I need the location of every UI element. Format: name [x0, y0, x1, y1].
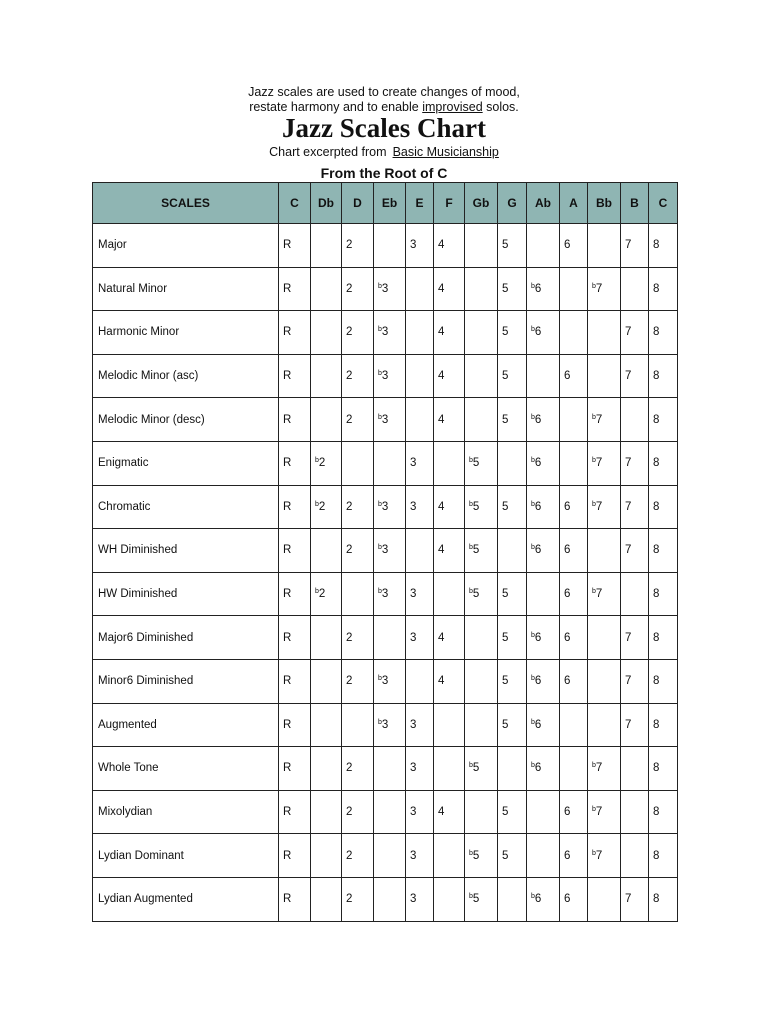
header-scales: SCALES	[93, 183, 279, 224]
degree-cell: 6	[560, 572, 588, 616]
scale-name: Chromatic	[93, 485, 279, 529]
degree-cell: 7	[621, 311, 649, 355]
degree-cell: 8	[649, 354, 678, 398]
degree-cell	[406, 267, 434, 311]
table-row	[93, 572, 678, 616]
degree-cell: R	[279, 441, 311, 485]
degree-cell	[465, 659, 498, 703]
degree-cell: 2	[342, 267, 374, 311]
degree-cell: $^b$7	[588, 834, 621, 878]
degree-cell	[588, 877, 621, 921]
degree-cell: 4	[434, 616, 465, 660]
degree-cell: 2	[342, 485, 374, 529]
degree-cell: R	[279, 747, 311, 791]
degree-cell	[311, 354, 342, 398]
degree-cell: 8	[649, 616, 678, 660]
degree-cell: $^b$5	[465, 877, 498, 921]
table-row	[93, 224, 678, 268]
degree-cell: $^b$6	[527, 311, 560, 355]
degree-cell	[311, 659, 342, 703]
source-link[interactable]: Basic Musicianship	[392, 145, 499, 159]
degree-cell: $^b$5	[465, 441, 498, 485]
degree-cell: R	[279, 398, 311, 442]
degree-cell: 4	[434, 267, 465, 311]
degree-cell: $^b$3	[374, 311, 406, 355]
subtitle-text: Chart excerpted from	[269, 145, 387, 159]
degree-cell: 5	[498, 790, 527, 834]
degree-cell	[406, 659, 434, 703]
degree-cell: 4	[434, 398, 465, 442]
degree-cell: R	[279, 790, 311, 834]
degree-cell: 2	[342, 354, 374, 398]
degree-cell: $^b$5	[465, 747, 498, 791]
degree-cell	[498, 747, 527, 791]
degree-cell: 8	[649, 877, 678, 921]
degree-cell: $^b$6	[527, 441, 560, 485]
degree-cell: $^b$5	[465, 529, 498, 573]
degree-cell: $^b$7	[588, 441, 621, 485]
degree-cell	[560, 267, 588, 311]
degree-cell: R	[279, 703, 311, 747]
degree-cell	[588, 354, 621, 398]
degree-cell: 2	[342, 659, 374, 703]
degree-cell: 7	[621, 224, 649, 268]
degree-cell	[621, 398, 649, 442]
degree-cell	[311, 529, 342, 573]
improvised-link[interactable]: improvised	[422, 100, 483, 114]
degree-cell	[621, 790, 649, 834]
degree-cell: R	[279, 529, 311, 573]
header-note: G	[498, 183, 527, 224]
degree-cell: 4	[434, 224, 465, 268]
degree-cell	[527, 354, 560, 398]
table-row	[93, 485, 678, 529]
degree-cell: 4	[434, 529, 465, 573]
degree-cell: 2	[342, 311, 374, 355]
degree-cell: R	[279, 877, 311, 921]
header-note: C	[649, 183, 678, 224]
degree-cell: 6	[560, 529, 588, 573]
table-row	[93, 267, 678, 311]
degree-cell: 8	[649, 267, 678, 311]
degree-cell: 5	[498, 616, 527, 660]
header-note: C	[279, 183, 311, 224]
degree-cell	[434, 877, 465, 921]
degree-cell	[465, 267, 498, 311]
table-row	[93, 877, 678, 921]
degree-cell	[374, 616, 406, 660]
degree-cell	[311, 834, 342, 878]
scale-name: Mixolydian	[93, 790, 279, 834]
degree-cell: 5	[498, 224, 527, 268]
degree-cell: 8	[649, 398, 678, 442]
header-note: Db	[311, 183, 342, 224]
degree-cell: 6	[560, 659, 588, 703]
header-note: Bb	[588, 183, 621, 224]
degree-cell	[374, 441, 406, 485]
degree-cell	[311, 877, 342, 921]
degree-cell: 8	[649, 572, 678, 616]
header-note: D	[342, 183, 374, 224]
degree-cell: 7	[621, 659, 649, 703]
degree-cell	[465, 790, 498, 834]
degree-cell: 5	[498, 354, 527, 398]
degree-cell	[465, 311, 498, 355]
degree-cell	[465, 703, 498, 747]
degree-cell: R	[279, 267, 311, 311]
scale-name: Whole Tone	[93, 747, 279, 791]
table-row	[93, 354, 678, 398]
degree-cell: R	[279, 354, 311, 398]
intro-line-1: Jazz scales are used to create changes of mood,	[248, 85, 520, 99]
degree-cell: $^b$6	[527, 529, 560, 573]
degree-cell: $^b$5	[465, 572, 498, 616]
degree-cell: 4	[434, 790, 465, 834]
degree-cell: 2	[342, 790, 374, 834]
degree-cell: R	[279, 659, 311, 703]
degree-cell: $^b$3	[374, 572, 406, 616]
degree-cell: 7	[621, 441, 649, 485]
degree-cell	[588, 703, 621, 747]
degree-cell	[406, 311, 434, 355]
degree-cell: 3	[406, 616, 434, 660]
degree-cell: 3	[406, 441, 434, 485]
intro-line-2-pre: restate harmony and to enable	[249, 100, 423, 114]
degree-cell: 5	[498, 398, 527, 442]
degree-cell: $^b$6	[527, 398, 560, 442]
degree-cell	[621, 572, 649, 616]
degree-cell: 8	[649, 485, 678, 529]
degree-cell	[406, 354, 434, 398]
degree-cell: 4	[434, 485, 465, 529]
degree-cell: $^b$3	[374, 485, 406, 529]
degree-cell: 6	[560, 877, 588, 921]
degree-cell	[560, 441, 588, 485]
degree-cell	[527, 572, 560, 616]
degree-cell: $^b$3	[374, 267, 406, 311]
scale-name: Harmonic Minor	[93, 311, 279, 355]
degree-cell	[465, 398, 498, 442]
degree-cell	[311, 398, 342, 442]
table-row	[93, 441, 678, 485]
table-row	[93, 616, 678, 660]
table-header-row	[93, 183, 678, 224]
scales-table	[92, 182, 678, 922]
intro-text	[0, 85, 768, 115]
degree-cell: 2	[342, 747, 374, 791]
degree-cell: 4	[434, 354, 465, 398]
degree-cell	[311, 703, 342, 747]
degree-cell	[527, 790, 560, 834]
subtitle	[0, 145, 768, 159]
degree-cell	[374, 224, 406, 268]
degree-cell	[588, 659, 621, 703]
degree-cell: 7	[621, 485, 649, 529]
degree-cell: $^b$5	[465, 485, 498, 529]
degree-cell	[465, 224, 498, 268]
degree-cell: $^b$7	[588, 398, 621, 442]
degree-cell	[374, 877, 406, 921]
degree-cell: 5	[498, 703, 527, 747]
degree-cell: R	[279, 224, 311, 268]
degree-cell: $^b$3	[374, 398, 406, 442]
degree-cell: 6	[560, 834, 588, 878]
degree-cell: 3	[406, 224, 434, 268]
scale-name: HW Diminished	[93, 572, 279, 616]
degree-cell	[465, 354, 498, 398]
degree-cell: 6	[560, 616, 588, 660]
degree-cell	[588, 529, 621, 573]
degree-cell: R	[279, 616, 311, 660]
degree-cell	[342, 441, 374, 485]
degree-cell: 8	[649, 441, 678, 485]
table-row	[93, 311, 678, 355]
degree-cell: 8	[649, 529, 678, 573]
table-row	[93, 529, 678, 573]
degree-cell: 7	[621, 616, 649, 660]
degree-cell: 7	[621, 703, 649, 747]
degree-cell	[527, 834, 560, 878]
table-row	[93, 834, 678, 878]
degree-cell: $^b$2	[311, 441, 342, 485]
degree-cell	[498, 877, 527, 921]
degree-cell: $^b$7	[588, 790, 621, 834]
degree-cell	[560, 747, 588, 791]
intro-line-2-post: solos.	[482, 100, 519, 114]
degree-cell: 4	[434, 659, 465, 703]
degree-cell: 8	[649, 311, 678, 355]
scale-name: Augmented	[93, 703, 279, 747]
degree-cell	[434, 834, 465, 878]
degree-cell: $^b$3	[374, 703, 406, 747]
header-note: F	[434, 183, 465, 224]
degree-cell	[588, 616, 621, 660]
degree-cell	[342, 572, 374, 616]
degree-cell	[311, 224, 342, 268]
degree-cell	[498, 529, 527, 573]
degree-cell: 6	[560, 790, 588, 834]
degree-cell	[374, 790, 406, 834]
degree-cell: R	[279, 834, 311, 878]
degree-cell: 2	[342, 834, 374, 878]
degree-cell: 5	[498, 572, 527, 616]
degree-cell: R	[279, 572, 311, 616]
degree-cell	[374, 747, 406, 791]
degree-cell	[311, 616, 342, 660]
degree-cell	[560, 398, 588, 442]
degree-cell: $^b$6	[527, 616, 560, 660]
degree-cell: 3	[406, 747, 434, 791]
degree-cell	[621, 747, 649, 791]
degree-cell: 3	[406, 877, 434, 921]
degree-cell: 3	[406, 834, 434, 878]
degree-cell: 7	[621, 529, 649, 573]
degree-cell	[406, 529, 434, 573]
header-note: B	[621, 183, 649, 224]
degree-cell	[311, 267, 342, 311]
degree-cell	[434, 703, 465, 747]
table-row	[93, 790, 678, 834]
degree-cell: 2	[342, 224, 374, 268]
degree-cell: 5	[498, 311, 527, 355]
degree-cell	[560, 311, 588, 355]
degree-cell: 8	[649, 224, 678, 268]
degree-cell: $^b$3	[374, 659, 406, 703]
table-row	[93, 659, 678, 703]
degree-cell: 5	[498, 659, 527, 703]
degree-cell	[374, 834, 406, 878]
scale-name: Major	[93, 224, 279, 268]
degree-cell: 6	[560, 354, 588, 398]
degree-cell: 8	[649, 790, 678, 834]
degree-cell	[560, 703, 588, 747]
degree-cell: 3	[406, 485, 434, 529]
degree-cell: $^b$6	[527, 267, 560, 311]
degree-cell	[621, 834, 649, 878]
scale-name: WH Diminished	[93, 529, 279, 573]
degree-cell	[588, 311, 621, 355]
degree-cell: 8	[649, 747, 678, 791]
degree-cell: $^b$6	[527, 485, 560, 529]
degree-cell	[527, 224, 560, 268]
degree-cell: $^b$7	[588, 267, 621, 311]
scale-name: Natural Minor	[93, 267, 279, 311]
degree-cell: R	[279, 485, 311, 529]
degree-cell	[621, 267, 649, 311]
table-row	[93, 703, 678, 747]
scale-name: Enigmatic	[93, 441, 279, 485]
scale-name: Minor6 Diminished	[93, 659, 279, 703]
degree-cell: 2	[342, 529, 374, 573]
degree-cell: 3	[406, 572, 434, 616]
degree-cell	[588, 224, 621, 268]
degree-cell	[311, 790, 342, 834]
degree-cell: 7	[621, 354, 649, 398]
degree-cell: 4	[434, 311, 465, 355]
degree-cell	[311, 747, 342, 791]
degree-cell: 7	[621, 877, 649, 921]
degree-cell: $^b$3	[374, 529, 406, 573]
table-row	[93, 747, 678, 791]
degree-cell: 5	[498, 267, 527, 311]
degree-cell: $^b$6	[527, 877, 560, 921]
page-title: Jazz Scales Chart	[282, 113, 486, 143]
table-body	[93, 224, 678, 922]
degree-cell: $^b$7	[588, 485, 621, 529]
degree-cell: 3	[406, 703, 434, 747]
degree-cell: $^b$3	[374, 354, 406, 398]
degree-cell	[311, 311, 342, 355]
degree-cell	[465, 616, 498, 660]
degree-cell	[434, 441, 465, 485]
header-note: E	[406, 183, 434, 224]
degree-cell: R	[279, 311, 311, 355]
header-note: Gb	[465, 183, 498, 224]
degree-cell: $^b$6	[527, 747, 560, 791]
table-row	[93, 398, 678, 442]
degree-cell: 2	[342, 616, 374, 660]
degree-cell: $^b$2	[311, 572, 342, 616]
section-title: From the Root of C	[320, 165, 448, 181]
scale-name: Major6 Diminished	[93, 616, 279, 660]
degree-cell: $^b$6	[527, 703, 560, 747]
header-note: A	[560, 183, 588, 224]
degree-cell: $^b$7	[588, 747, 621, 791]
degree-cell: 8	[649, 659, 678, 703]
degree-cell	[342, 703, 374, 747]
scale-name: Melodic Minor (desc)	[93, 398, 279, 442]
degree-cell: 2	[342, 398, 374, 442]
degree-cell: 6	[560, 224, 588, 268]
degree-cell: $^b$7	[588, 572, 621, 616]
degree-cell	[406, 398, 434, 442]
scale-name: Melodic Minor (asc)	[93, 354, 279, 398]
degree-cell	[434, 572, 465, 616]
degree-cell	[498, 441, 527, 485]
degree-cell: $^b$2	[311, 485, 342, 529]
scale-name: Lydian Augmented	[93, 877, 279, 921]
degree-cell: 5	[498, 485, 527, 529]
degree-cell: 8	[649, 703, 678, 747]
degree-cell: 3	[406, 790, 434, 834]
degree-cell: 6	[560, 485, 588, 529]
degree-cell: 2	[342, 877, 374, 921]
degree-cell	[434, 747, 465, 791]
degree-cell: 5	[498, 834, 527, 878]
degree-cell: $^b$6	[527, 659, 560, 703]
header-note: Eb	[374, 183, 406, 224]
degree-cell: $^b$5	[465, 834, 498, 878]
scale-name: Lydian Dominant	[93, 834, 279, 878]
header-note: Ab	[527, 183, 560, 224]
degree-cell: 8	[649, 834, 678, 878]
